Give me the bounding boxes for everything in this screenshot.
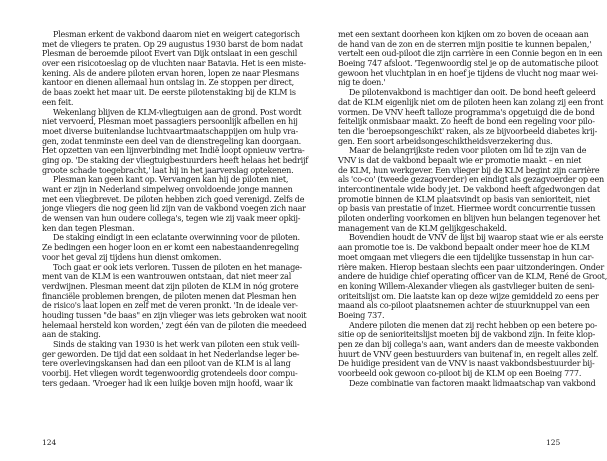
- text-line: kening. Als de andere piloten ervan horen, lopen ze naar Plesmans: [42, 68, 300, 78]
- text-line: groote schade toegebracht,' laat hij in het jaarverslag optekenen.: [42, 165, 294, 175]
- text-line: nig te doen.': [338, 78, 386, 88]
- paragraph: [338, 320, 599, 379]
- text-line: ment van de KLM is een wantrouwen ontstaan, dat niet meer zal: [42, 272, 292, 282]
- text-line: Boeing 737.: [338, 310, 385, 320]
- text-line: voorbij. Het vliegen wordt tegenwoordig grotendeels door compu-: [42, 369, 298, 379]
- text-line: Maar de belangrijkste reden voor piloten om lid te zijn van de: [349, 146, 587, 156]
- paragraph: [338, 146, 604, 233]
- text-line: dat de KLM eigenlijk niet om de piloten heen kan zolang zij een front: [338, 97, 604, 107]
- text-line: houding tussen "de baas" en zijn vlieger was iets gebroken wat nooit: [42, 310, 307, 320]
- text-line: moet omgaan met vliegers die een tijdelijke tussenstap in hun car-: [338, 252, 594, 262]
- paragraph: [338, 88, 604, 146]
- text-line: kantoor en dienen allemaal hun ontslag in. Ze stoppen per direct,: [42, 78, 294, 88]
- text-line: andere de huidige chief operating officer van de KLM, René de Groot,: [338, 272, 607, 282]
- text-line: helemaal hersteld kon worden,' zegt één van de piloten die meedeed: [42, 320, 307, 330]
- page-number-left: 124: [42, 438, 57, 447]
- text-line: financiële problemen brengen, de piloten menen dat Plesman hen: [42, 291, 297, 301]
- text-line: De staking eindigt in een eclatante overwinning voor de piloten.: [53, 233, 300, 243]
- text-line: Deze combinatie van factoren maakt lidmaatschap van vakbond: [349, 378, 596, 388]
- paragraph: [42, 30, 306, 108]
- text-line: over een risicotoeslag op de vluchten naar Batavia. Het is een miste-: [42, 59, 306, 69]
- paragraph: [42, 175, 306, 233]
- paragraph: [338, 233, 607, 320]
- paragraph: [338, 30, 603, 88]
- text-line: Plesman erkent de vakbond daarom niet en weigert categorisch: [53, 30, 300, 39]
- text-line: De pilotenvakbond is machtiger dan ooit. De bond heeft geleerd: [349, 88, 596, 98]
- text-line: aan de staking.: [42, 330, 101, 340]
- text-line: tere overlevingskansen had dan een piloot van de KLM is al lang: [42, 359, 291, 369]
- text-line: ters gedaan. 'Vroeger had ik een luikje boven mijn hoofd, waar ik: [42, 378, 293, 388]
- text-line: Toch gaat er ook iets verloren. Tussen de piloten en het manage-: [53, 262, 303, 272]
- right-page: [338, 30, 607, 388]
- page-number-right: 125: [546, 438, 561, 447]
- text-line: Boeing 747 afsloot. 'Tegenwoordig stel je op de automatische piloot: [338, 59, 599, 69]
- text-line: verdwijnen. Plesman meent dat zijn piloten de KLM in nóg grotere: [42, 281, 299, 291]
- text-line: Wekenlang blijven de KLM-vliegtuigen aan de grond. Post wordt: [53, 107, 302, 117]
- text-line: vertelt een oud-piloot die zijn carrière in een Connie begon en in een: [338, 49, 603, 59]
- text-line: op basis van prestatie of inzet. Hiermee wordt concurrentie tussen: [338, 204, 596, 214]
- text-line: piloten onderling voorkomen en blijven hun belangen tegenover het: [338, 214, 601, 224]
- text-line: moet diverse buitenlandse luchtvaartmaatschappijen om hulp vra-: [42, 126, 298, 136]
- text-line: gewoon het vluchtplan in en hoef je tijdens de vlucht nog maar wei-: [338, 68, 598, 78]
- text-line: intercontinentale wide body jet. De vakbond heeft afgedwongen dat: [338, 185, 600, 194]
- text-line: Plesman kan geen kant op. Vervangen kan hij de piloten niet,: [53, 175, 289, 185]
- text-line: maand als co-piloot plaatsnemen achter de stuurknuppel van een: [338, 301, 590, 311]
- text-line: Plesman de beroemde piloot Evert van Dijk ontslaat in een geschil: [42, 49, 298, 59]
- text-line: gen. Een soort arbeidsongeschiktheidsverzekering dus.: [338, 136, 553, 146]
- text-line: gen, zodat tenminste een deel van de dienstregeling kan doorgaan.: [42, 136, 301, 146]
- text-line: een feit.: [42, 97, 74, 107]
- text-line: huurt de VNV geen bestuurders van buitenaf in, en regelt alles zelf.: [338, 349, 599, 359]
- paragraph: [42, 262, 307, 341]
- text-line: VNV is dat de vakbond bepaalt wie er promotie maakt – en niet: [338, 155, 582, 165]
- text-line: pen ze dan bij collega's aan, want anders dan de meeste vakbonden: [338, 340, 599, 349]
- paragraph: [42, 107, 308, 176]
- text-line: de risico's laat lopen en zelf met de veren pronkt. 'In de ideale ver-: [42, 301, 298, 311]
- text-line: Ze bedingen een hoger loon en er komt een nabestaandenregeling: [42, 243, 299, 253]
- text-line: ten die 'beroepsongeschikt' raken, als ze bijvoorbeeld diabetes krij-: [338, 126, 598, 136]
- text-line: en koning Willem-Alexander vliegen als gastvlieger buiten de seni-: [338, 281, 595, 291]
- text-line: niet vervoerd, Plesman moet passagiers persoonlijk afbellen en hij: [42, 117, 298, 127]
- text-line: management van de KLM gelijkgeschakeld.: [338, 223, 507, 233]
- text-line: Andere piloten die menen dat zij recht hebben op een betere po-: [349, 320, 598, 330]
- text-line: de wensen van hun oudere collega's, tegen wie zij vaak meer opkij-: [42, 214, 301, 224]
- text-line: ger geworden. De tijd dat een soldaat in het Nederlandse leger be-: [42, 349, 300, 359]
- text-line: want er zijn in Nederland simpelweg onvoldoende jonge mannen: [42, 185, 293, 194]
- paragraph: [42, 233, 300, 262]
- text-line: oriteitslijst om. Die laatste kan op deze wijze gemiddeld zo eens per: [338, 291, 599, 301]
- text-line: rière maken. Hierop bestaan slechts een paar uitzonderingen. Onder: [338, 262, 604, 272]
- text-line: met de vliegers te praten. Op 29 augustus 1930 barst de bom nadat: [42, 39, 303, 49]
- text-line: Het opzetten van een lijnverbinding met Indië loopt opnieuw vertra-: [42, 146, 305, 156]
- text-line: ging op. 'De staking der vliegtuigbestuurders heeft helaas het bedrijf: [42, 155, 308, 165]
- text-line: de baas zoekt het maar uit. De eerste pilotenstaking bij de KLM is: [42, 88, 296, 98]
- text-line: feitelijk onmisbaar maakt. Zo heeft de bond een regeling voor pilo-: [338, 117, 595, 127]
- text-line: Bovendien houdt de VNV de lijst bij waarop staat wie er als eerste: [349, 233, 604, 243]
- text-line: aan promotie toe is. De vakbond bepaalt onder meer hoe de KLM: [338, 243, 590, 253]
- text-line: promotie binnen de KLM plaatsvindt op basis van senioriteit, niet: [338, 194, 591, 204]
- left-page: [42, 30, 308, 388]
- text-line: met een vliegbrevet. De piloten hebben zich goed verenigd. Zelfs de: [42, 194, 305, 204]
- text-line: voorbeeld ook gewoon co-piloot bij de KLM op een Boeing 777.: [338, 369, 582, 379]
- text-line: met een sextant doorheen kon kijken om zo boven de oceaan aan: [338, 30, 589, 39]
- text-line: ken dan tegen Plesman.: [42, 223, 135, 233]
- text-line: jonge vliegers die nog geen lid zijn van de vakbond voegen zich naar: [42, 204, 306, 214]
- text-line: voor het geval zij tijdens hun dienst omkomen.: [42, 252, 222, 262]
- text-line: De huidige president van de VNV is naast vakbondsbestuurder bij-: [338, 359, 595, 369]
- text-line: de hand van de zon en de sterren mijn positie te kunnen bepalen,': [338, 39, 592, 49]
- text-line: vormen. De VNV heeft talloze programma's opgetuigd die de bond: [338, 107, 595, 117]
- text-line: sitie op de senioriteitslijst moeten bij de vakbond zijn. In feite klop-: [338, 330, 596, 340]
- paragraph: [42, 340, 300, 388]
- paragraph: [338, 378, 596, 389]
- text-line: Sinds de staking van 1930 is het werk van piloten een stuk veili-: [53, 340, 300, 349]
- text-line: de KLM, hun werkgever. Een vlieger bij de KLM begint zijn carrière: [338, 165, 600, 175]
- text-line: als 'co-co' (tweede gezagvoerder) en eindigt als gezagvoerder op een: [338, 175, 604, 185]
